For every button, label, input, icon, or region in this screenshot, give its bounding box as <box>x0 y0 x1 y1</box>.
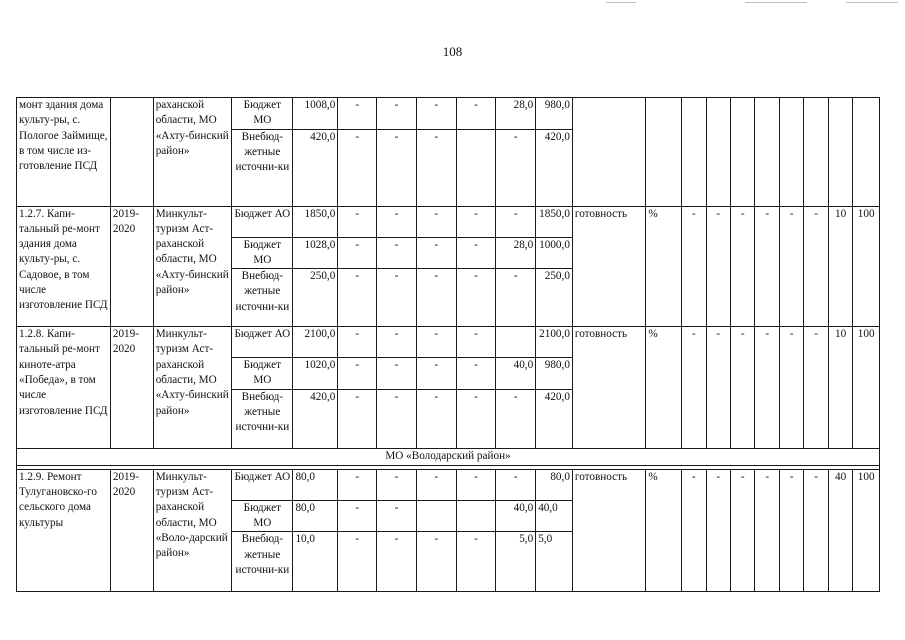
empty-dash: - <box>456 237 496 269</box>
total-value: 80,0 <box>293 500 338 532</box>
source-label: Внебюд-жетные источни-ки <box>232 389 293 448</box>
section-title: МО «Володарский район» <box>17 448 880 465</box>
empty-dash: - <box>377 358 417 390</box>
value-2019: 40,0 <box>496 500 536 532</box>
years-cell: 2019-2020 <box>110 327 153 449</box>
total-value: 1020,0 <box>293 358 338 390</box>
total-value: 10,0 <box>293 532 338 592</box>
executor-cell: Минкульт-туризм Аст-раханской области, МО «Ахту-бинский район» <box>153 206 232 327</box>
total-value: 1008,0 <box>293 98 338 130</box>
empty-dash: - <box>377 206 417 237</box>
empty-dash: - <box>456 98 496 130</box>
value-2020: 420,0 <box>536 389 573 448</box>
value-2020: 420,0 <box>536 129 573 206</box>
source-label: Бюджет МО <box>232 500 293 532</box>
empty-dash: - <box>416 237 456 269</box>
total-value: 1850,0 <box>293 206 338 237</box>
value-2020: 40,0 <box>536 500 573 532</box>
value-2020: 5,0 <box>536 532 573 592</box>
source-label: Бюджет АО <box>232 206 293 237</box>
empty-dash: - <box>682 469 706 592</box>
empty-dash: - <box>338 532 377 592</box>
empty-dash: - <box>456 389 496 448</box>
value-2019: 40,0 <box>496 358 536 390</box>
empty-dash: - <box>682 206 706 327</box>
value-2020: 980,0 <box>536 98 573 130</box>
empty-dash: - <box>456 469 496 500</box>
target-value: 40 <box>828 469 852 592</box>
value-2020: 250,0 <box>536 269 573 327</box>
section-row <box>17 448 880 465</box>
empty-dash: - <box>730 327 754 449</box>
measure-name: монт здания дома культу-ры, с. Пологое Займище, в том числе из-готовление ПСД <box>17 98 111 207</box>
source-label: Внебюд-жетные источни-ки <box>232 129 293 206</box>
empty-dash: - <box>755 469 779 592</box>
empty-dash: - <box>338 358 377 390</box>
target-value: 100 <box>853 327 880 449</box>
page-number: 108 <box>442 44 463 59</box>
empty-dash: - <box>338 389 377 448</box>
total-value: 2100,0 <box>293 327 338 358</box>
empty-dash: - <box>377 469 417 500</box>
empty-dash: - <box>456 269 496 327</box>
source-label: Внебюд-жетные источни-ки <box>232 269 293 327</box>
empty-dash: - <box>496 129 536 206</box>
empty-dash: - <box>779 469 803 592</box>
measure-name: 1.2.8. Капи-тальный ре-монт киноте-атра «Победа», в том числе изготовление ПСД <box>17 327 111 449</box>
source-label: Бюджет АО <box>232 327 293 358</box>
value-2020: 980,0 <box>536 358 573 390</box>
empty-dash: - <box>456 532 496 592</box>
scan-artifact-line <box>606 2 636 3</box>
empty-dash: - <box>377 237 417 269</box>
program-table <box>16 97 880 592</box>
source-label: Внебюд-жетные источни-ки <box>232 532 293 592</box>
empty-dash: - <box>377 500 417 532</box>
source-label: Бюджет МО <box>232 98 293 130</box>
measure-name: 1.2.7. Капи-тальный ре-монт здания дома культу-ры, с. Садовое, в том числе изготовление ПСД <box>17 206 111 327</box>
unit-cell: % <box>646 206 682 327</box>
target-value: 10 <box>828 206 852 327</box>
unit-cell: % <box>646 327 682 449</box>
table-row <box>17 327 880 358</box>
empty-dash: - <box>496 206 536 237</box>
value-2019: 28,0 <box>496 98 536 130</box>
empty-dash: - <box>755 206 779 327</box>
years-cell <box>110 98 153 207</box>
empty-dash: - <box>416 389 456 448</box>
value-2020: 2100,0 <box>536 327 573 358</box>
measure-name: 1.2.9. Ремонт Тулугановско-го сельского дома культуры <box>17 469 111 592</box>
indicator-cell: готовность <box>572 206 645 327</box>
empty-dash: - <box>416 129 456 206</box>
total-value: 420,0 <box>293 389 338 448</box>
total-value: 80,0 <box>293 469 338 500</box>
scan-artifact-line <box>745 2 807 3</box>
total-value: 420,0 <box>293 129 338 206</box>
indicator-cell <box>572 98 645 207</box>
empty-dash: - <box>377 532 417 592</box>
empty-dash: - <box>377 129 417 206</box>
empty-dash: - <box>804 469 828 592</box>
target-value: 100 <box>853 206 880 327</box>
empty-dash: - <box>338 237 377 269</box>
source-label: Бюджет МО <box>232 237 293 269</box>
empty-dash: - <box>456 358 496 390</box>
executor-cell: Минкульт-туризм Аст-раханской области, МО «Воло-дарский район» <box>153 469 232 592</box>
empty-dash: - <box>706 327 730 449</box>
empty-dash: - <box>338 129 377 206</box>
value-2019: 28,0 <box>496 237 536 269</box>
empty-dash: - <box>706 206 730 327</box>
empty-dash: - <box>416 358 456 390</box>
total-value: 250,0 <box>293 269 338 327</box>
empty-dash: - <box>804 327 828 449</box>
empty-dash: - <box>338 269 377 327</box>
empty-dash: - <box>456 206 496 237</box>
value-2020: 1850,0 <box>536 206 573 237</box>
empty-dash: - <box>730 469 754 592</box>
indicator-cell: готовность <box>572 327 645 449</box>
empty-dash: - <box>456 327 496 358</box>
years-cell: 2019-2020 <box>110 206 153 327</box>
empty-dash: - <box>496 469 536 500</box>
empty-dash: - <box>416 269 456 327</box>
source-label: Бюджет АО <box>232 469 293 500</box>
empty-dash: - <box>730 206 754 327</box>
empty-dash: - <box>416 206 456 237</box>
value-2020: 1000,0 <box>536 237 573 269</box>
total-value: 1028,0 <box>293 237 338 269</box>
empty-dash: - <box>416 469 456 500</box>
unit-cell: % <box>646 469 682 592</box>
empty-dash: - <box>416 98 456 130</box>
empty-dash: - <box>377 389 417 448</box>
executor-cell: раханской области, МО «Ахту-бинский район» <box>153 98 232 207</box>
empty-dash: - <box>779 206 803 327</box>
empty-dash: - <box>338 500 377 532</box>
executor-cell: Минкульт-туризм Аст-раханской области, МО «Ахту-бинский район» <box>153 327 232 449</box>
empty-dash: - <box>338 206 377 237</box>
indicator-cell: готовность <box>572 469 645 592</box>
source-label: Бюджет МО <box>232 358 293 390</box>
value-2019: 5,0 <box>496 532 536 592</box>
table-row <box>17 469 880 500</box>
empty-dash: - <box>338 469 377 500</box>
table-row <box>17 206 880 237</box>
empty-dash: - <box>377 98 417 130</box>
years-cell: 2019-2020 <box>110 469 153 592</box>
empty-dash: - <box>416 327 456 358</box>
empty-dash: - <box>338 327 377 358</box>
target-value: 10 <box>828 327 852 449</box>
empty-dash: - <box>338 98 377 130</box>
empty-dash: - <box>755 327 779 449</box>
empty-dash: - <box>496 269 536 327</box>
table-row <box>17 98 880 130</box>
empty-dash: - <box>377 327 417 358</box>
empty-dash: - <box>804 206 828 327</box>
empty-dash: - <box>377 269 417 327</box>
value-2020: 80,0 <box>536 469 573 500</box>
empty-dash: - <box>779 327 803 449</box>
empty-dash: - <box>682 327 706 449</box>
empty-dash: - <box>706 469 730 592</box>
empty-dash: - <box>496 389 536 448</box>
empty-dash: - <box>416 532 456 592</box>
scan-artifact-line <box>846 2 898 3</box>
target-value: 100 <box>853 469 880 592</box>
